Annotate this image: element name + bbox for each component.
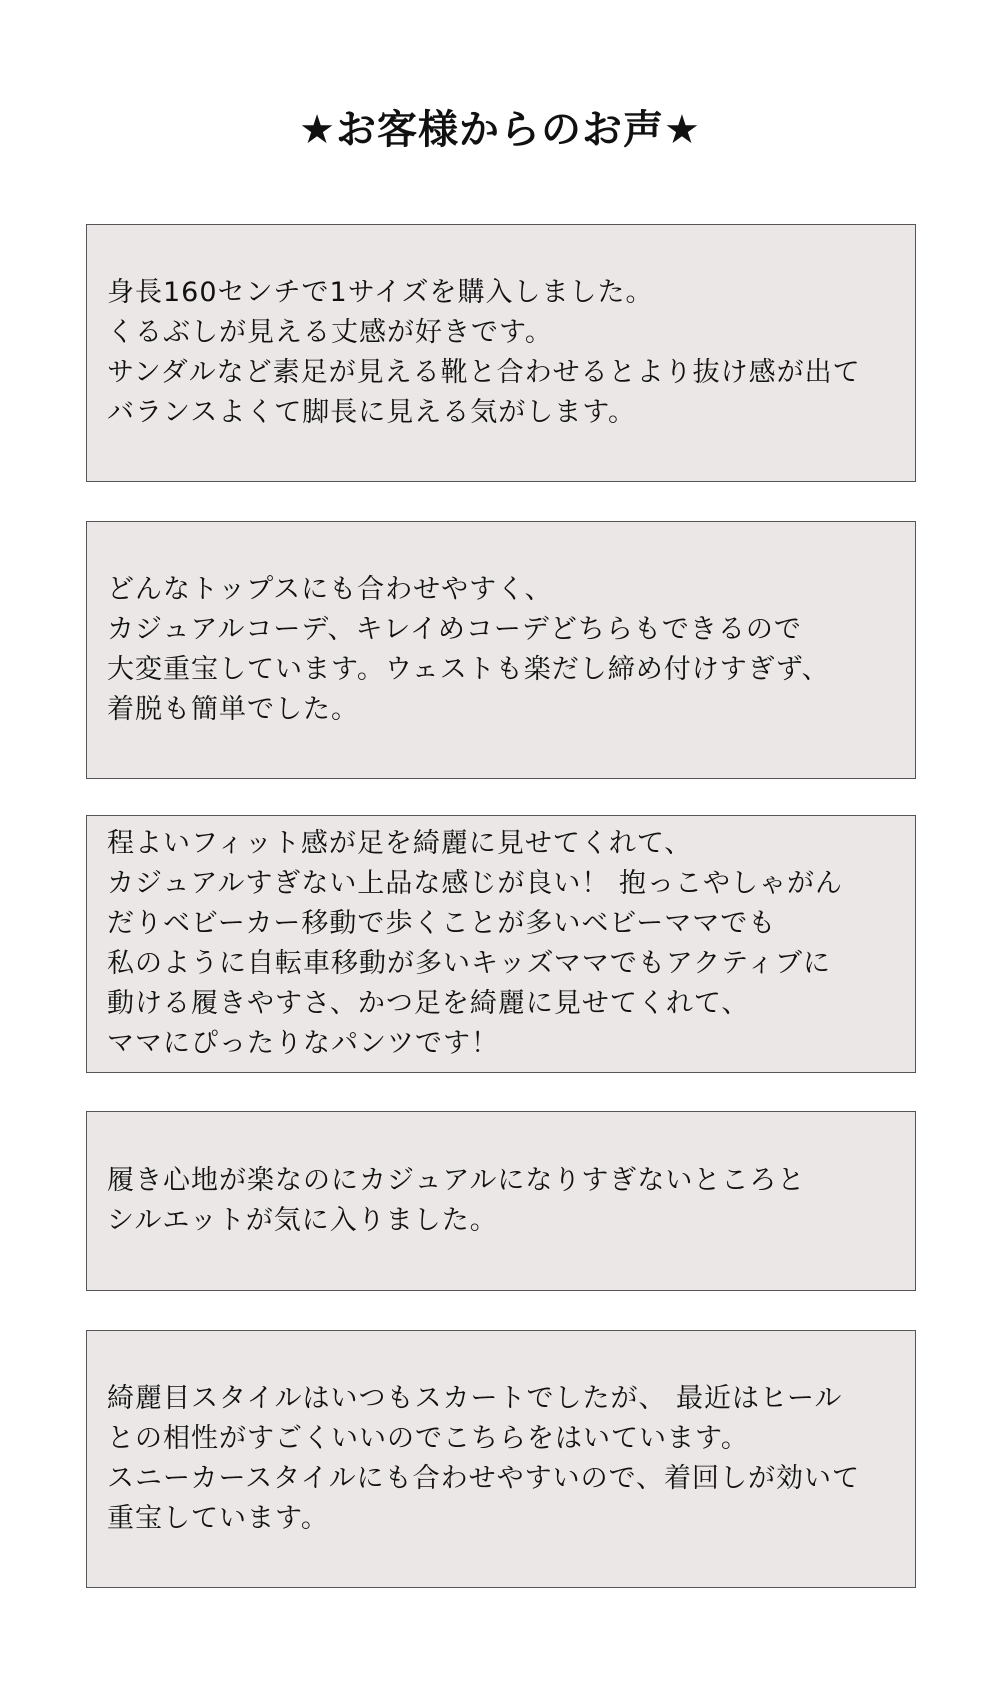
review-line: シルエットが気に入りました。 <box>107 1205 498 1236</box>
review-line: サンダルなど素足が見える靴と合わせるとより抜け感が出て <box>107 357 861 388</box>
review-text <box>107 273 861 433</box>
review-line: だりベビーカー移動で歩くことが多いベビーママでも <box>107 908 777 939</box>
review-line: どんなトップスにも合わせやすく、 <box>107 574 553 605</box>
review-card <box>86 815 916 1073</box>
review-line: 重宝しています。 <box>107 1503 329 1534</box>
review-line: 綺麗目スタイルはいつもスカートでしたが、 最近はヒール <box>107 1383 843 1414</box>
review-line: ママにぴったりなパンツです！ <box>107 1028 499 1059</box>
page-title: ★お客様からのお声★ <box>299 107 701 153</box>
review-text <box>107 1379 860 1539</box>
review-line: 身長160センチで1サイズを購入しました。 <box>107 277 654 308</box>
review-line: スニーカースタイルにも合わせやすいので、着回しが効いて <box>107 1463 861 1494</box>
review-line: カジュアルすぎない上品な感じが良い！ 抱っこやしゃがん <box>107 868 843 899</box>
review-line: くるぶしが見える丈感が好きです。 <box>107 317 553 348</box>
review-card <box>86 521 916 779</box>
review-line: カジュアルコーデ、キレイめコーデどちらもできるので <box>107 614 802 645</box>
review-line: 着脱も簡単でした。 <box>107 694 359 725</box>
review-card <box>86 1111 916 1291</box>
review-line: バランスよくて脚長に見える気がします。 <box>107 397 637 428</box>
review-line: 程よいフィット感が足を綺麗に見せてくれて、 <box>107 828 693 859</box>
review-card <box>86 1330 916 1588</box>
review-text <box>107 1161 805 1241</box>
review-line: 履き心地が楽なのにカジュアルになりすぎないところと <box>107 1165 806 1196</box>
review-card <box>86 224 916 482</box>
review-line: との相性がすごくいいのでこちらをはいています。 <box>107 1423 749 1454</box>
review-line: 私のように自転車移動が多いキッズママでもアクティブに <box>107 948 831 979</box>
review-text <box>107 570 830 730</box>
review-line: 大変重宝しています。ウェストも楽だし締め付けすぎず、 <box>107 654 830 685</box>
review-line: 動ける履きやすさ、かつ足を綺麗に見せてくれて、 <box>107 988 750 1019</box>
review-text <box>107 824 843 1064</box>
